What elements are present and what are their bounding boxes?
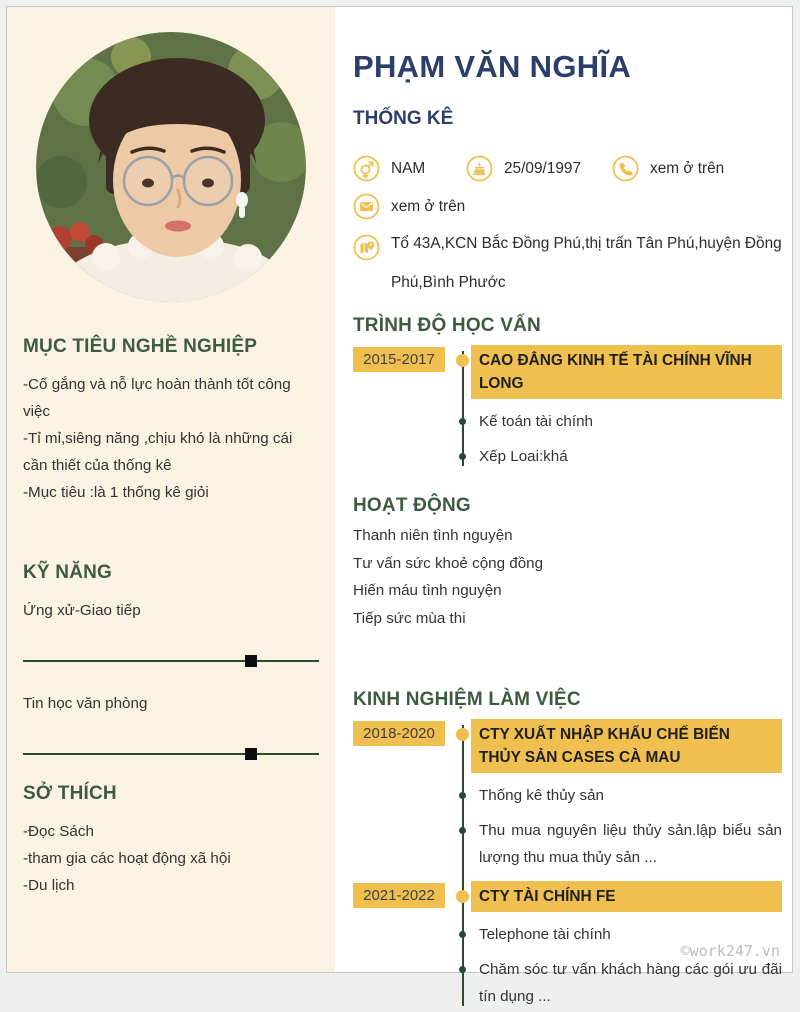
hobby-line: -Đọc Sách <box>23 823 94 840</box>
phone-icon <box>612 155 639 182</box>
gender-icon <box>353 155 380 182</box>
entry-bullets <box>471 776 782 873</box>
activity-item: Tiếp sức mùa thi <box>353 609 466 627</box>
gender-value: NAM <box>391 159 426 177</box>
skill-label: Ứng xử-Giao tiếp <box>23 602 141 619</box>
activity-item: Thanh niên tình nguyện <box>353 527 513 545</box>
main-column <box>335 7 792 1006</box>
activity-item: Hiến máu tình nguyện <box>353 582 502 600</box>
birthday-value: 25/09/1997 <box>504 159 582 177</box>
activities-list <box>353 522 782 632</box>
skill-slider-track <box>23 753 319 755</box>
bullet-item: Xếp Loai:khá <box>471 437 782 472</box>
bullet-item: Thống kê thủy sản <box>471 776 782 811</box>
watermark: ©work247.vn <box>680 942 780 960</box>
company-name: CTY TÀI CHÍNH FE <box>471 881 782 912</box>
period-badge: 2021-2022 <box>353 883 445 908</box>
address-value: Tổ 43A,KCN Bắc Đồng Phú,thị trấn Tân Phú,huyện Đồng Phú,Bình Phước <box>391 235 782 291</box>
skill-slider-track <box>23 660 319 662</box>
birthday-cake-icon <box>466 155 493 182</box>
map-pin-icon <box>353 234 380 261</box>
profile-photo <box>36 32 306 302</box>
bullet-item: Kế toán tài chính <box>471 402 782 437</box>
bullet-item: Chăm sóc tư vấn khách hàng các gói ưu đãi tín dụng ... <box>471 950 782 1012</box>
contact-phone <box>612 155 724 182</box>
profile-photo-illustration <box>36 32 306 302</box>
sidebar <box>7 7 335 972</box>
school-name: CAO ĐẲNG KINH TẾ TÀI CHÍNH VĨNH LONG <box>471 345 782 399</box>
education-entry <box>353 345 782 472</box>
objective-line: -Mục tiêu :là 1 thống kê giỏi <box>23 484 209 501</box>
contact-info <box>353 155 782 302</box>
contact-row <box>353 155 782 182</box>
bullet-item: Telephone tài chính <box>471 915 782 950</box>
skill-slider-knob <box>245 655 257 667</box>
skills-title: KỸ NĂNG <box>23 562 113 583</box>
contact-address <box>353 231 782 302</box>
objective-section <box>23 336 319 506</box>
education-title: TRÌNH ĐỘ HỌC VẤN <box>353 315 541 337</box>
contact-row <box>353 193 782 220</box>
skill-label: Tin học văn phòng <box>23 695 148 712</box>
education-timeline <box>353 345 782 472</box>
contact-gender <box>353 155 466 182</box>
candidate-name: PHẠM VĂN NGHĨA <box>353 49 632 84</box>
skill-item <box>23 597 319 662</box>
contact-row <box>353 231 782 302</box>
skills-section <box>23 562 319 755</box>
period-badge: 2015-2017 <box>353 347 445 372</box>
hobbies-title: SỞ THÍCH <box>23 783 117 804</box>
hobby-line: -Du lịch <box>23 877 75 894</box>
entry-body <box>471 719 782 873</box>
cv-document <box>6 6 793 1006</box>
objective-line: -Tỉ mỉ,siêng năng ,chịu khó là những cái cần thiết của thống kê <box>23 430 293 474</box>
experience-title: KINH NGHIỆM LÀM VIỆC <box>353 689 581 711</box>
phone-value: xem ở trên <box>650 159 725 177</box>
entry-bullets <box>471 402 782 472</box>
experience-entry <box>353 719 782 873</box>
activity-item: Tư vấn sức khoẻ cộng đồng <box>353 554 544 572</box>
skill-item <box>23 690 319 755</box>
entry-bullets <box>471 915 782 1012</box>
experience-timeline <box>353 719 782 1012</box>
job-title: THỐNG KÊ <box>353 108 454 129</box>
hobby-line: -tham gia các hoạt động xã hội <box>23 850 231 867</box>
activities-title: HOẠT ĐỘNG <box>353 495 471 517</box>
entry-body <box>471 345 782 472</box>
period-badge: 2018-2020 <box>353 721 445 746</box>
objective-title: MỤC TIÊU NGHỀ NGHIỆP <box>23 336 258 357</box>
bullet-item: Thu mua nguyên liệu thủy sản.lập biểu sản lượng thu mua thủy sản ... <box>471 811 782 873</box>
contact-email <box>353 193 465 220</box>
email-icon <box>353 193 380 220</box>
email-value: xem ở trên <box>391 197 466 215</box>
contact-birthday <box>466 155 612 182</box>
objective-line: -Cố gắng và nỗ lực hoàn thành tốt công việc <box>23 376 291 420</box>
company-name: CTY XUẤT NHẬP KHẨU CHẾ BIẾN THỦY SẢN CASES CÀ MAU <box>471 719 782 773</box>
education-section <box>353 315 782 472</box>
experience-section <box>353 689 782 1012</box>
hobbies-section <box>23 783 319 899</box>
activities-section <box>353 495 782 632</box>
skill-slider-knob <box>245 748 257 760</box>
